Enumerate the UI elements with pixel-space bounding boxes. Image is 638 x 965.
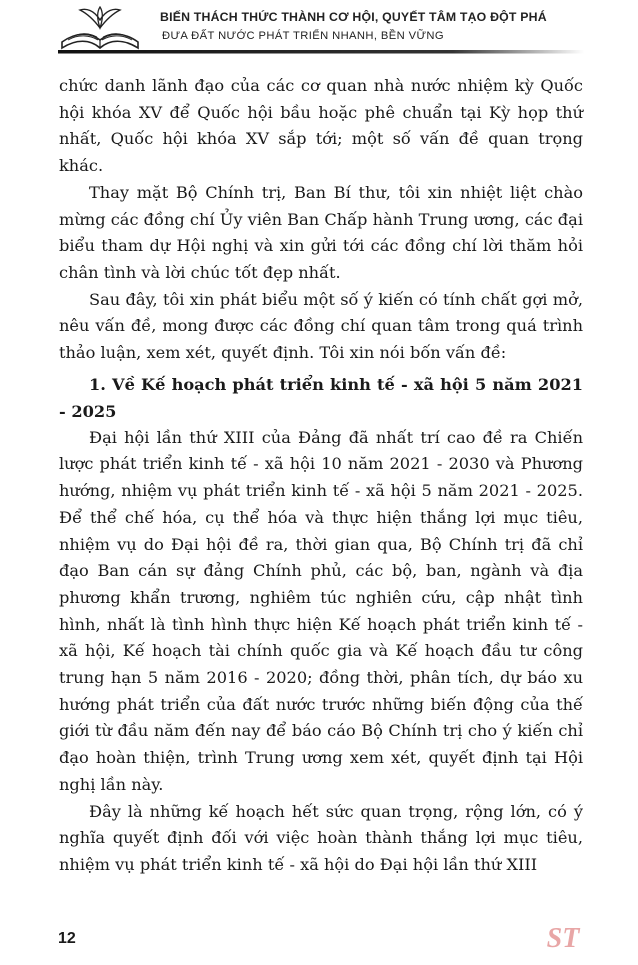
page-number: 12 <box>58 930 76 947</box>
paragraph: Thay mặt Bộ Chính trị, Ban Bí thư, tôi xin nhiệt liệt chào mừng các đồng chí Ủy viên Ban Chấp hành Trung ương, các đại biểu tham dự Hội nghị và xin gửi tới các đồng chí lời thăm hỏi chân tình và lời chúc tốt đẹp nhất. <box>59 182 583 282</box>
header-title-line-2: ĐƯA ĐẤT NƯỚC PHÁT TRIỂN NHANH, BỀN VỮNG <box>162 30 444 42</box>
publisher-logo <box>545 920 581 952</box>
paragraph: Sau đây, tôi xin phát biểu một số ý kiến có tính chất gợi mở, nêu vấn đề, mong được các đồng chí quan tâm trong quá trình thảo luận, xem xét, quyết định. Tôi xin nói bốn vấn đề: <box>59 289 583 363</box>
publisher-mark-text: ST <box>546 923 580 952</box>
header-title-line-1: BIẾN THÁCH THỨC THÀNH CƠ HỘI, QUYẾT TÂM TẠO ĐỘT PHÁ <box>160 10 547 24</box>
open-book-lotus-icon <box>58 6 142 56</box>
paragraph: chức danh lãnh đạo của các cơ quan nhà nước nhiệm kỳ Quốc hội khóa XV để Quốc hội bầu hoặc phê chuẩn tại Kỳ họp thứ nhất, Quốc hội khóa XV sắp tới; một số vấn đề quan trọng khác. <box>59 76 583 176</box>
page-body <box>59 73 583 879</box>
paragraph: Đây là những kế hoạch hết sức quan trọng, rộng lớn, có ý nghĩa quyết định đối với việc hoàn thành thắng lợi mục tiêu, nhiệm vụ phát triển kinh tế - xã hội do Đại hội lần thứ XIII <box>59 801 583 874</box>
section-heading: 1. Về Kế hoạch phát triển kinh tế - xã hội 5 năm 2021 - 2025 <box>59 374 583 421</box>
header-rule <box>58 50 584 54</box>
paragraph: Đại hội lần thứ XIII của Đảng đã nhất trí cao đề ra Chiến lược phát triển kinh tế - xã hội 10 năm 2021 - 2030 và Phương hướng, nhiệm vụ phát triển kinh tế - xã hội 5 năm 2021 - 2025. Để thể chế hóa, cụ thể hóa và thực hiện thắng lợi mục tiêu, nhiệm vụ do Đại hội đề ra, thời gian qua, Bộ Chính trị đã chỉ đạo Ban cán sự đảng Chính phủ, các bộ, ban, ngành và địa phương khẩn trương, nghiêm túc nghiên cứu, cập nhật tình hình, nhất là tình hình thực hiện Kế hoạch phát triển kinh tế - xã hội, Kế hoạch tài chính quốc gia và Kế hoạch đầu tư công trung hạn 5 năm 2016 - 2020; đồng thời, phân tích, dự báo xu hướng phát triển của đất nước trước những biến động của thế giới từ đầu năm đến nay để báo cáo Bộ Chính trị cho ý kiến chỉ đạo hoàn thiện, trình Trung ương xem xét, quyết định tại Hội nghị lần này. <box>59 427 583 794</box>
running-header <box>0 0 638 70</box>
